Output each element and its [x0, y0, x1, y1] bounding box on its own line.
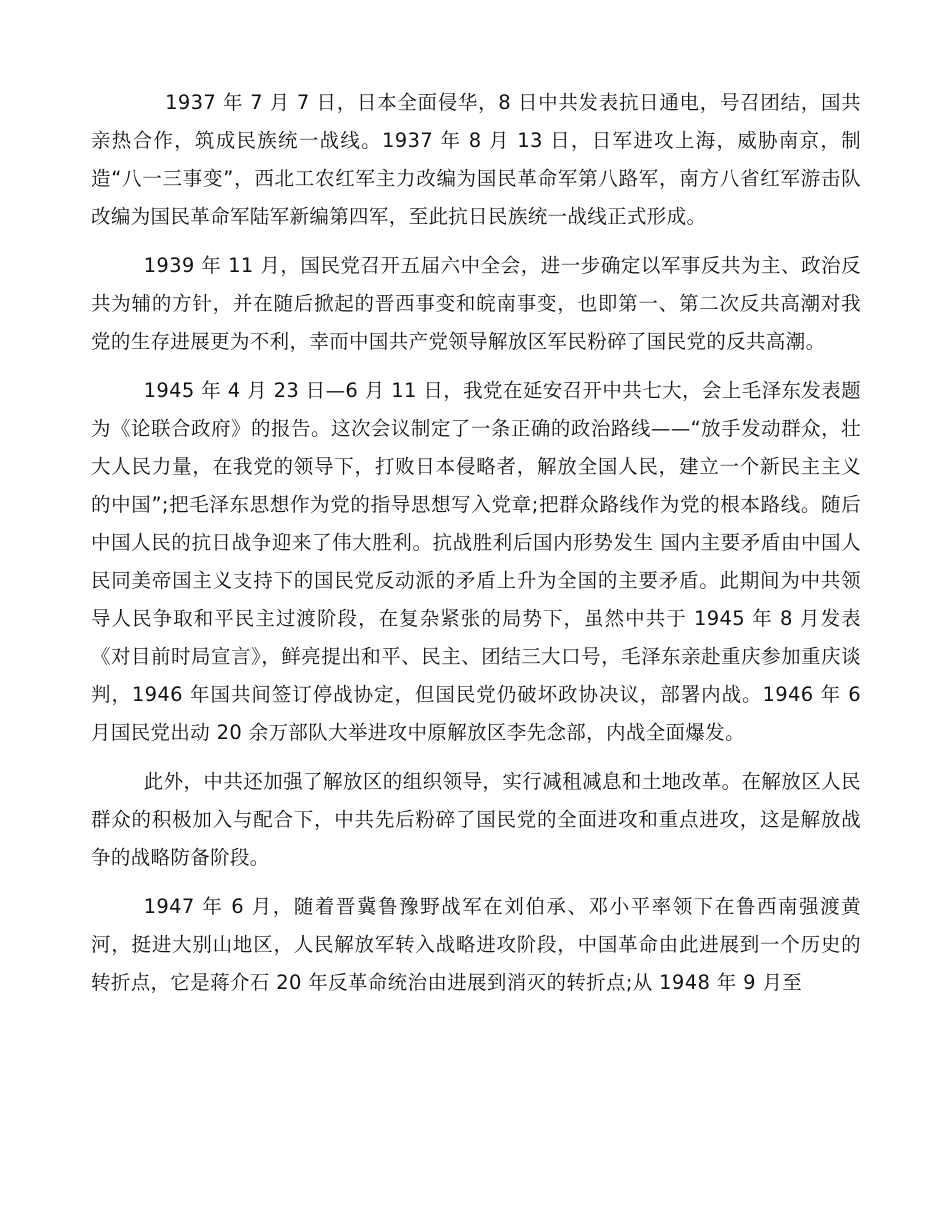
paragraph-1945-congress: 1945 年 4 月 23 日—6 月 11 日，我党在延安召开中共七大，会上毛泽东发表题为《论联合政府》的报告。这次会议制定了一条正确的政治路线——“放手发动群众，壮大人民力量，在我党的领导下，打败日本侵略者，解放全国人民，建立一个新民主主义的中国”;把毛泽东思想作为党的指导思想写入党章;把群众路线作为党的根本路线。随后中国人民的抗日战争迎来了伟大胜利。抗战胜利后国内形势发生 国内主要矛盾由中国人民同美帝国主义支持下的国民党反动派的矛盾上升为全国的主要矛盾。此期间为中共领导人民争取和平民主过渡阶段，在复杂紧张的局势下，虽然中共于 1945 年 8 月发表《对目前时局宣言》，鲜亮提出和平、民主、团结三大口号，毛泽东亲赴重庆参加重庆谈判，1946 年国共间签订停战协定，但国民党仍破坏政协决议，部署内战。1946 年 6 月国民党出动 20 余万部队大举进攻中原解放区李先念部，内战全面爆发。	[91, 379, 861, 744]
paragraph-1937-war: 1937 年 7 月 7 日，日本全面侵华，8 日中共发表抗日通电，号召团结，国共亲热合作，筑成民族统一战线。1937 年 8 月 13 日，日军进攻上海，威胁南京，制造“八一三事变”，西北工农红军主力改编为国民革命军第八路军，南方八省红军游击队改编为国民革命军陆军新编第四军，至此抗日民族统一战线正式形成。	[91, 91, 861, 228]
paragraph-1947-offensive: 1947 年 6 月，随着晋冀鲁豫野战军在刘伯承、邓小平率领下在鲁西南强渡黄河，挺进大别山地区，人民解放军转入战略进攻阶段，中国革命由此进展到一个历史的转折点，它是蒋介石 20 年反革命统治由进展到消灭的转折点;从 1948 年 9 月至	[91, 895, 861, 994]
paragraph-land-reform: 此外，中共还加强了解放区的组织领导，实行减租减息和土地改革。在解放区人民群众的积极加入与配合下，中共先后粉碎了国民党的全面进攻和重点进攻，这是解放战争的战略防备阶段。	[91, 770, 861, 869]
paragraph-1939-plenum: 1939 年 11 月，国民党召开五届六中全会，进一步确定以军事反共为主、政治反共为辅的方针，并在随后掀起的晋西事变和皖南事变，也即第一、第二次反共高潮对我党的生存进展更为不利，幸而中国共产党领导解放区军民粉碎了国民党的反共高潮。	[91, 254, 861, 353]
document-page	[91, 84, 861, 1002]
